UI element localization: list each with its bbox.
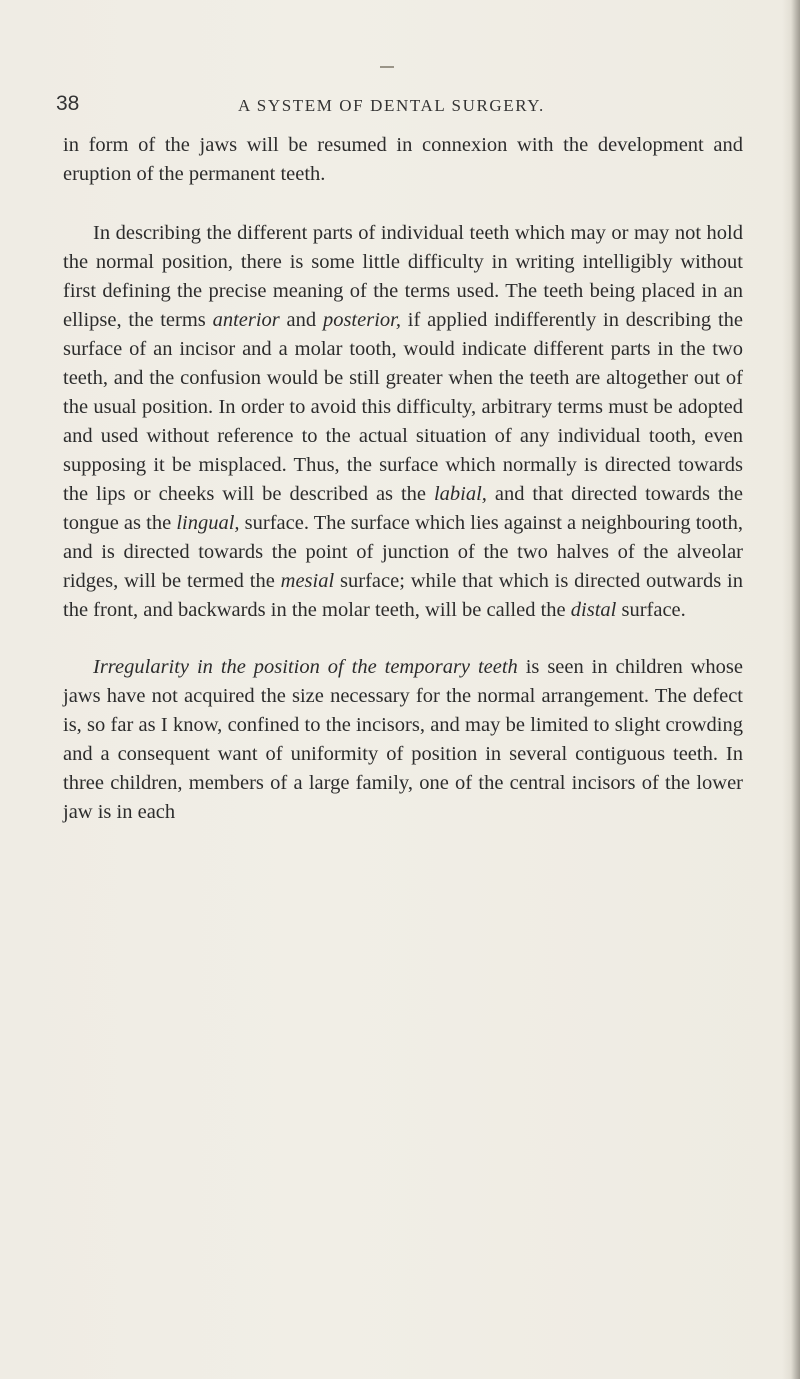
running-title: A SYSTEM OF DENTAL SURGERY. [238,96,545,115]
page-mark [380,66,394,68]
italic-term: distal [570,599,617,621]
italic-term: posterior, [322,309,401,331]
text-run: surface. [616,599,686,621]
text-run: and [279,309,323,331]
paragraph-1 [63,131,743,189]
paragraph-2 [63,219,743,625]
page-number: 38 [56,92,80,115]
italic-term: Irregularity in the position of the temporary teeth [93,656,518,678]
text-run: In describing the different parts of individual teeth which may or may not hold the normal position, there is some little difficulty in writing intelligibly without first defining the precise meaning of the terms used. The teeth being placed in an ellipse, the terms [63,222,743,331]
italic-term: lingual, [176,512,240,534]
text-run: in form of the jaws will be resumed in connexion with the development and eruption of the permanent teeth. [63,134,743,185]
page-header [0,92,800,126]
text-run: is seen in children whose jaws have not acquired the size necessary for the normal arrangement. The defect is, so far as I know, confined to the incisors, and may be limited to slight crowding and a consequent want of uniformity of position in several contiguous teeth. In three children, members of a large family, one of the central incisors of the lower jaw is in each [63,656,744,823]
text-run: if applied indifferently in describing the surface of an incisor and a molar tooth, would indicate different parts in the two teeth, and the confusion would be still greater when the teeth are altogether out of the usual position. In order to avoid this difficulty, arbitrary terms must be adopted and used without reference to the actual situation of any individual tooth, even supposing it be misplaced. Thus, the surface which normally is directed towards the lips or cheeks will be described as the [63,309,743,505]
italic-term: mesial [280,570,335,592]
text-run: and that directed towards the tongue as the [63,483,743,534]
italic-term: labial, [433,483,487,505]
text-run: surface; while that which is directed outwards in the front, and backwards in the molar teeth, will be called the [63,570,743,621]
body-text [63,126,743,827]
text-run: surface. The surface which lies against a neighbouring tooth, and is directed towards the point of junction of the two halves of the alveolar ridges, will be termed the [63,512,743,592]
italic-term: anterior [212,309,280,331]
page-edge-shadow [782,0,800,1379]
paragraph-3 [63,653,743,827]
